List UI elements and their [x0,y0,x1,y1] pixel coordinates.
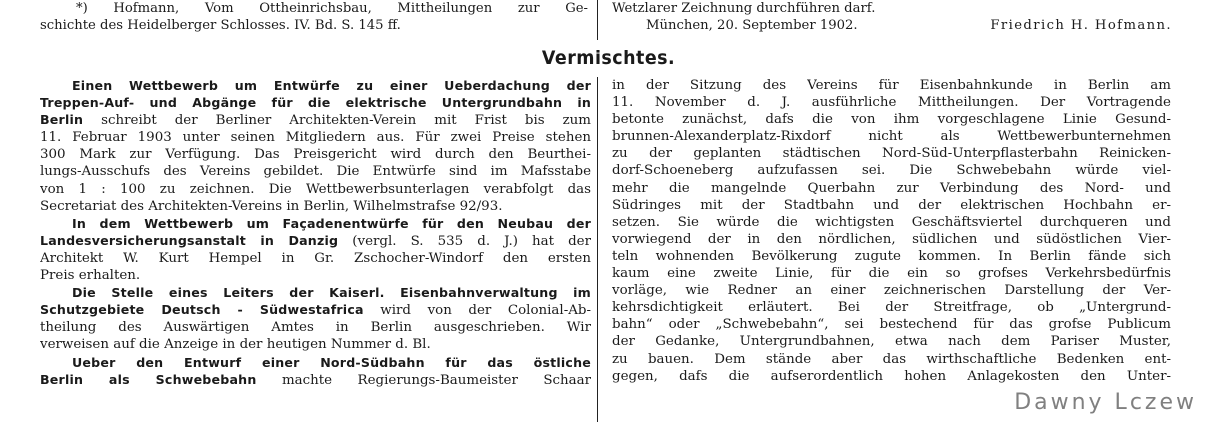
footnote [40,0,588,34]
footnote-line: *) Hofmann, Vom Ottheinrichsbau, Mittheilungen zur Ge- [76,1,588,16]
text-line: Einen Wettbewerb um Entwürfe zu einer Ueberdachung der [72,78,591,93]
text-line: Ueber den Entwurf einer Nord-Südbahn für das östliche [72,354,591,370]
text-line: Südringes mit der Stadtbahn und der elektrischen Hochbahn er- [612,197,1171,213]
text-line: mehr die mangelnde Querbahn zur Verbindung des Nord- und [612,180,1171,196]
text-line: setzen. Sie würde die wichtigsten Geschäftsviertel durchqueren und [612,214,1171,230]
bold-phrase: Landesversicherungsanstalt in Danzig [40,232,339,248]
text-line: 11. November d. J. ausführliche Mittheilungen. Der Vortragende [612,95,1171,111]
text-line: vorwiegend der in den nördlichen, südlichen und südöstlichen Vier- [612,231,1171,247]
text-line: 11. Februar 1903 unter seinen Mitgliedern aus. Für zwei Preise stehen [40,130,591,146]
text-line: verweisen auf die Anzeige in der heutigen Nummer d. Bl. [40,337,431,353]
text-line: zu der geplanten städtischen Nord-Süd-Unterpflasterbahn Reinicken- [612,146,1171,162]
letter-closing [612,0,1172,34]
article-railway-position [40,284,591,353]
text-line: betonte zunächst, dafs die von ihm vorgeschlagene Linie Gesund- [612,112,1171,128]
text-line [40,111,591,129]
author-name: Friedrich H. Hofmann. [990,18,1172,33]
letter-closing-line: Wetzlarer Zeichnung durchführen darf. [612,1,876,16]
text-line: 300 Mark zur Verfügung. Das Preisgericht wird durch den Beurthei- [40,147,591,163]
text-line: gegen, dafs die aufserordentlich hohen Anlagekosten den Unter- [612,368,1171,384]
text-run: machte Regierungs-Baumeister Schaar [256,372,591,388]
text-line: der Gedanke, Untergrundbahnen, etwa nach dem Pariser Muster, [612,334,1171,350]
text-line: Die Stelle eines Leiters der Kaiserl. Eisenbahnverwaltung im [72,285,591,301]
left-column [40,77,591,389]
text-line: In dem Wettbewerb um Façadenentwürfe für den Neubau der [72,215,591,231]
text-line: teln wohnenden Bevölkerung zugute kommen. In Berlin fände sich [612,248,1171,264]
footnote-line: schichte des Heidelberger Schlosses. IV. Bd. S. 145 ff. [40,18,401,33]
text-line: Secretariat des Architekten-Vereins in Berlin, Wilhelmstrafse 92/93. [40,198,503,214]
column-divider [597,77,598,422]
right-column [612,77,1171,385]
text-run: schreibt der Berliner Architekten-Verein mit Frist bis zum [83,113,591,129]
text-line: von 1 : 100 zu zeichnen. Die Wettbewerbsunterlagen verabfolgt das [40,181,591,197]
text-run: wird von der Colonial-Ab- [363,303,591,319]
place-date: München, 20. September 1902. [646,18,858,33]
text-line [40,232,591,250]
bold-phrase: Schutzgebiete Deutsch - Südwestafrica [40,302,364,318]
text-line: Treppen-Auf- und Abgänge für die elektrische Untergrundbahn in [40,95,591,111]
article-competition-roofing [40,77,591,215]
text-line [40,301,591,319]
section-title: Vermischtes. [541,47,676,69]
bold-phrase: Berlin [40,112,84,128]
text-line: theilung des Auswärtigen Amtes in Berlin ausgeschrieben. Wir [40,320,591,336]
signature-row [612,17,1172,34]
text-run: (vergl. S. 535 d. J.) hat der [338,233,591,249]
text-line: in der Sitzung des Vereins für Eisenbahnkunde in Berlin am [612,78,1171,93]
text-line [40,371,591,389]
bold-phrase: Berlin als Schwebebahn [40,371,257,387]
text-line: dorf-Schoeneberg aufzufassen sei. Die Schwebebahn würde viel- [612,163,1171,179]
column-divider-top [597,0,598,40]
text-line: kaum eine zweite Linie, für die ein so grofses Verkehrsbedürfnis [612,266,1171,282]
text-line: zu bauen. Dem stände aber das wirthschaftliche Bedenken ent- [612,351,1171,367]
text-line: vorläge, wie Redner an einer zeichnerischen Darstellung der Ver- [612,283,1171,299]
text-line: brunnen-Alexanderplatz-Rixdorf nicht als Wettbewerbunternehmen [612,129,1171,145]
text-line: Architekt W. Kurt Hempel in Gr. Zschocher-Windorf den ersten [40,250,591,266]
article-suspension-railway [40,354,591,389]
text-line: kehrsdichtigkeit erläutert. Bei der Streitfrage, ob „Untergrund- [612,300,1171,316]
text-line: Preis erhalten. [40,268,141,284]
watermark: Dawny Lczew [1014,390,1197,415]
article-competition-danzig [40,215,591,284]
text-line: lungs-Ausschufs des Vereins gebildet. Die Entwürfe sind im Mafsstabe [40,164,591,180]
text-line: bahn“ oder „Schwebebahn“, sei bestechend für das grofse Publicum [612,317,1171,333]
